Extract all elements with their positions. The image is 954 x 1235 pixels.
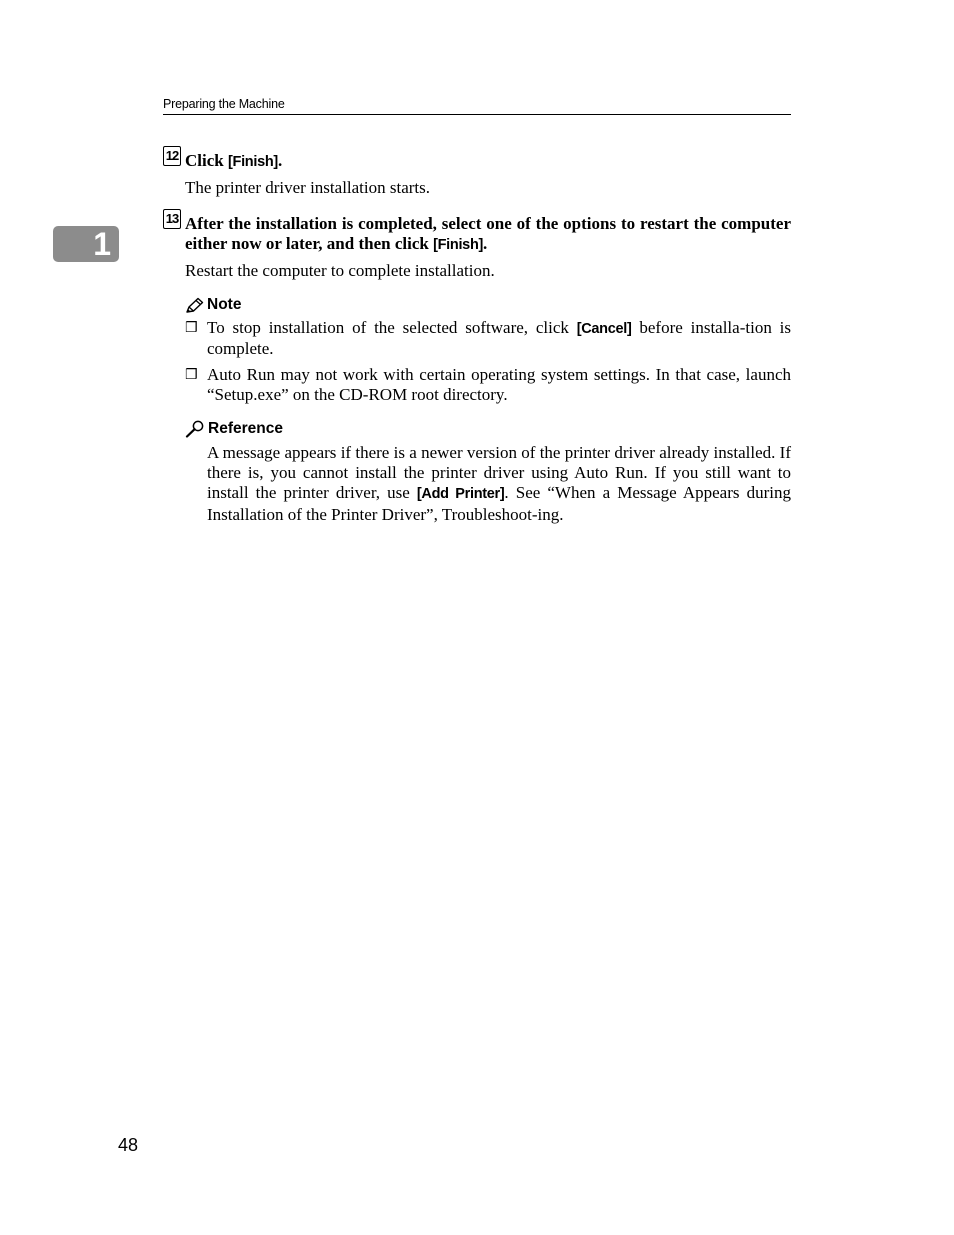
note-heading	[185, 295, 241, 315]
running-head: Preparing the Machine	[163, 97, 791, 115]
pencil-icon	[185, 297, 204, 314]
note-item	[185, 365, 791, 405]
step-12-title-end: .	[277, 151, 283, 170]
step-12-title	[185, 151, 791, 172]
magnifier-icon	[185, 420, 205, 438]
step-12-title-text: Click	[185, 151, 228, 170]
step-13-body: Restart the computer to complete installation.	[185, 261, 495, 280]
reference-heading	[185, 419, 283, 439]
note-heading-text: Note	[207, 296, 242, 313]
note-item-1-text: To stop installation of the selected software, click	[207, 318, 577, 337]
note-item	[185, 318, 791, 359]
page-number: 48	[118, 1135, 139, 1155]
step-number-13: 13	[163, 209, 181, 229]
cancel-key-label: [Cancel]	[576, 321, 632, 337]
step-13-title-text: After the installation is completed, select one of the options to restart the computer either now or later, and then click	[185, 214, 791, 253]
step-12-body: The printer driver installation starts.	[185, 178, 431, 197]
step-13-title	[185, 214, 791, 255]
note-item-1-end: before installa-tion is complete.	[207, 318, 791, 358]
checkbox-bullet-icon: ❒	[185, 320, 198, 336]
reference-heading-text: Reference	[208, 420, 283, 437]
finish-key-label: [Finish]	[433, 237, 484, 253]
step-number-12: 12	[163, 146, 181, 166]
note-item-2-text: Auto Run may not work with certain operating system settings. In that case, launch “Setup.exe” on the CD-ROM root directory.	[207, 365, 791, 404]
note-item-text	[207, 318, 791, 359]
reference-text-end: . See “When a Message Appears during Installation of the Printer Driver”, Troubleshoot-ing.	[207, 483, 791, 524]
reference-text	[207, 443, 791, 525]
add-printer-key-label: [Add Printer]	[416, 486, 505, 503]
chapter-tab: 1	[53, 226, 119, 262]
finish-key-label: [Finish]	[227, 154, 278, 170]
step-13-title-end: .	[483, 234, 488, 253]
checkbox-bullet-icon: ❒	[185, 367, 198, 383]
reference-text-body: A message appears if there is a newer version of the printer driver already installed. If there is, you cannot install the printer driver using Auto Run. If you still want to install the printer driver, use	[207, 443, 791, 503]
